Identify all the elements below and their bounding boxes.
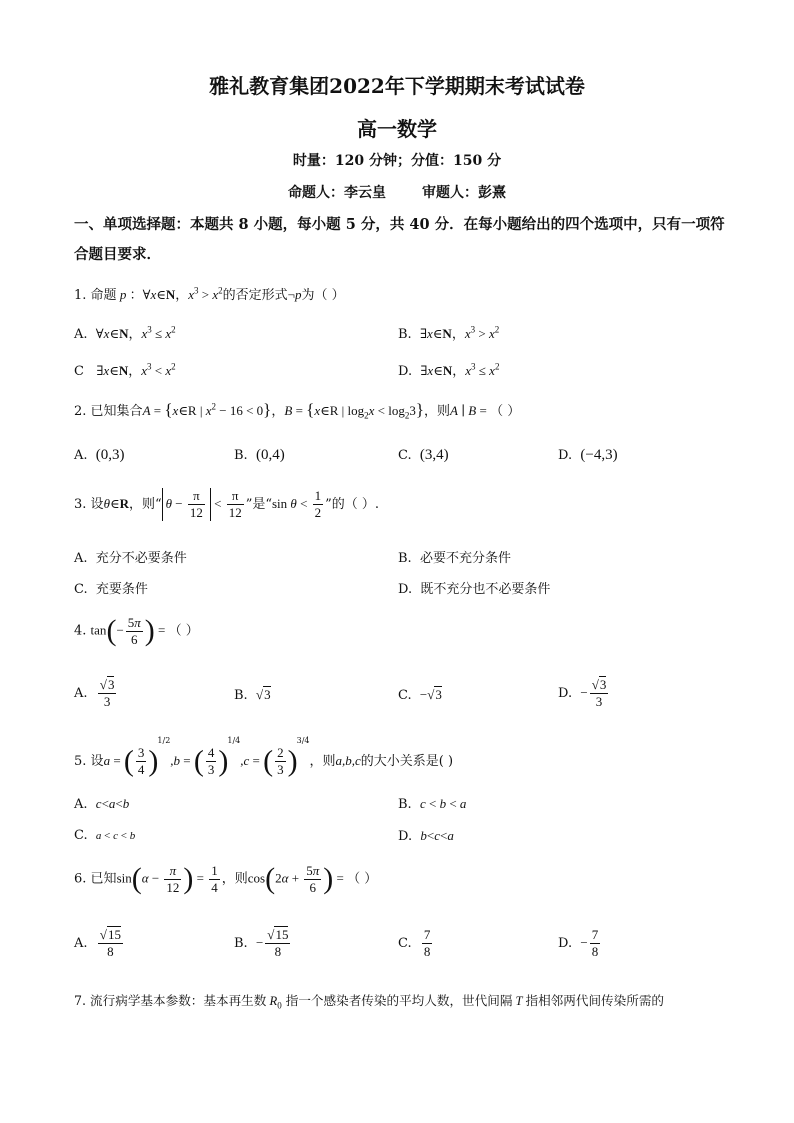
question-2-stem: 2. 已知集合A = {x∈R | $x^2 - 16 < 0$}，B = {x∈R | $\log_2x < \log_23$}，则A ∣ B = （ ） [74, 400, 521, 421]
question-6-option-d: D. − $\frac{7}{8}$ [558, 927, 599, 959]
question-6-option-c: C. $\frac{7}{8}$ [398, 927, 431, 959]
question-number: 3. [74, 497, 87, 512]
question-2-option-b: B. (0,4) [234, 447, 285, 463]
question-number: 1. [74, 288, 87, 303]
question-5-option-d: D. b<c<a [398, 828, 454, 844]
question-1-option-c: C ∃x∈N，$x^3 < x^2$ [74, 361, 176, 379]
question-6-option-b: B. − $\frac{√15}{8}$ [234, 927, 289, 959]
question-4-option-c: C. −√3 [398, 687, 442, 703]
question-2-option-a: A. (0,3) [74, 447, 125, 463]
question-4-option-a: A. $\frac{√3}{3}$ [74, 677, 115, 709]
question-5-option-c: C. a < c < b [74, 828, 136, 843]
question-1-option-b: B. ∃x∈N，$x^3 > x^2$ [398, 324, 500, 342]
question-5-option-a: A. c<a<b [74, 796, 130, 812]
question-number: 5. [74, 754, 87, 769]
question-5-option-b: B. c < b < a [398, 796, 467, 812]
question-number: 7. [74, 993, 87, 1008]
question-1-option-a: A. ∀x∈N，$x^3 \le x^2$ [74, 324, 176, 342]
question-3-option-c: C. 充要条件 [74, 582, 148, 597]
question-1-stem: 1. 命题 p ：∀x∈N，$x^3 > x^2$的否定形式¬p为（ ） [74, 285, 345, 303]
setter: 命题人：李云皇 [288, 185, 386, 201]
exam-subject: 高一数学 [357, 117, 437, 141]
authors-line [0, 182, 794, 202]
question-2-option-d: D. (−4,3) [558, 447, 618, 463]
question-4-option-b: B. √3 [234, 687, 271, 703]
reviewer: 审题人：彭熹 [422, 185, 506, 201]
question-3-option-a: A. 充分不必要条件 [74, 551, 187, 566]
exam-title: 雅礼教育集团2022年下学期期末考试试卷 [209, 74, 585, 98]
question-5-stem: 5. 设a = ( $\frac{3}{4}$ )$^{1/2}$,b = ( $\frac{4}{3}$ )$^{1/4}$,c = ( $\frac{2}{3}$ )$^{3/4}$，则a,b,c的大小关系是( ) [74, 736, 454, 778]
question-3-option-b: B. 必要不充分条件 [398, 551, 511, 566]
question-7-stem: 7. 流行病学基本参数：基本再生数 $R_0$ 指一个感染者传染的平均人数，世代间隔 T 指相邻两代间传染所需的 [74, 993, 665, 1011]
question-number: 4. [74, 623, 87, 639]
question-number: 2. [74, 404, 87, 419]
time-and-score: 时量：120 分钟；分值：150 分 [292, 153, 502, 169]
question-3-stem: 3. 设θ∈R，则“ θ − $\frac{\pi}{12}$ < $\frac{\pi}{12}$ ”是“sin θ < $\frac{1}{2}$ ”的（ ）. [74, 488, 380, 520]
question-number: 6. [74, 871, 87, 887]
section-heading: 一、单项选择题：本题共 8 小题，每小题 5 分，共 40 分．在每小题给出的四个选项中，只有一项符合题目要求． [74, 216, 725, 263]
question-6-stem: 6. 已知sin(α − $\frac{\pi}{12}$ ) = $\frac{1}{4}$ ，则cos(2α + $\frac{5\pi}{6}$ ) = （ ） [74, 862, 378, 895]
question-2-option-c: C. (3,4) [398, 447, 449, 463]
question-6-option-a: A. $\frac{√15}{8}$ [74, 927, 121, 959]
question-4-option-d: D. − $\frac{√3}{3}$ [558, 677, 607, 709]
question-1-option-d: D. ∃x∈N，$x^3 \le x^2$ [398, 361, 500, 379]
question-4-stem: 4. tan(− $\frac{5\pi}{6}$ ) = （ ） [74, 614, 199, 647]
question-3-option-d: D. 既不充分也不必要条件 [398, 582, 551, 597]
